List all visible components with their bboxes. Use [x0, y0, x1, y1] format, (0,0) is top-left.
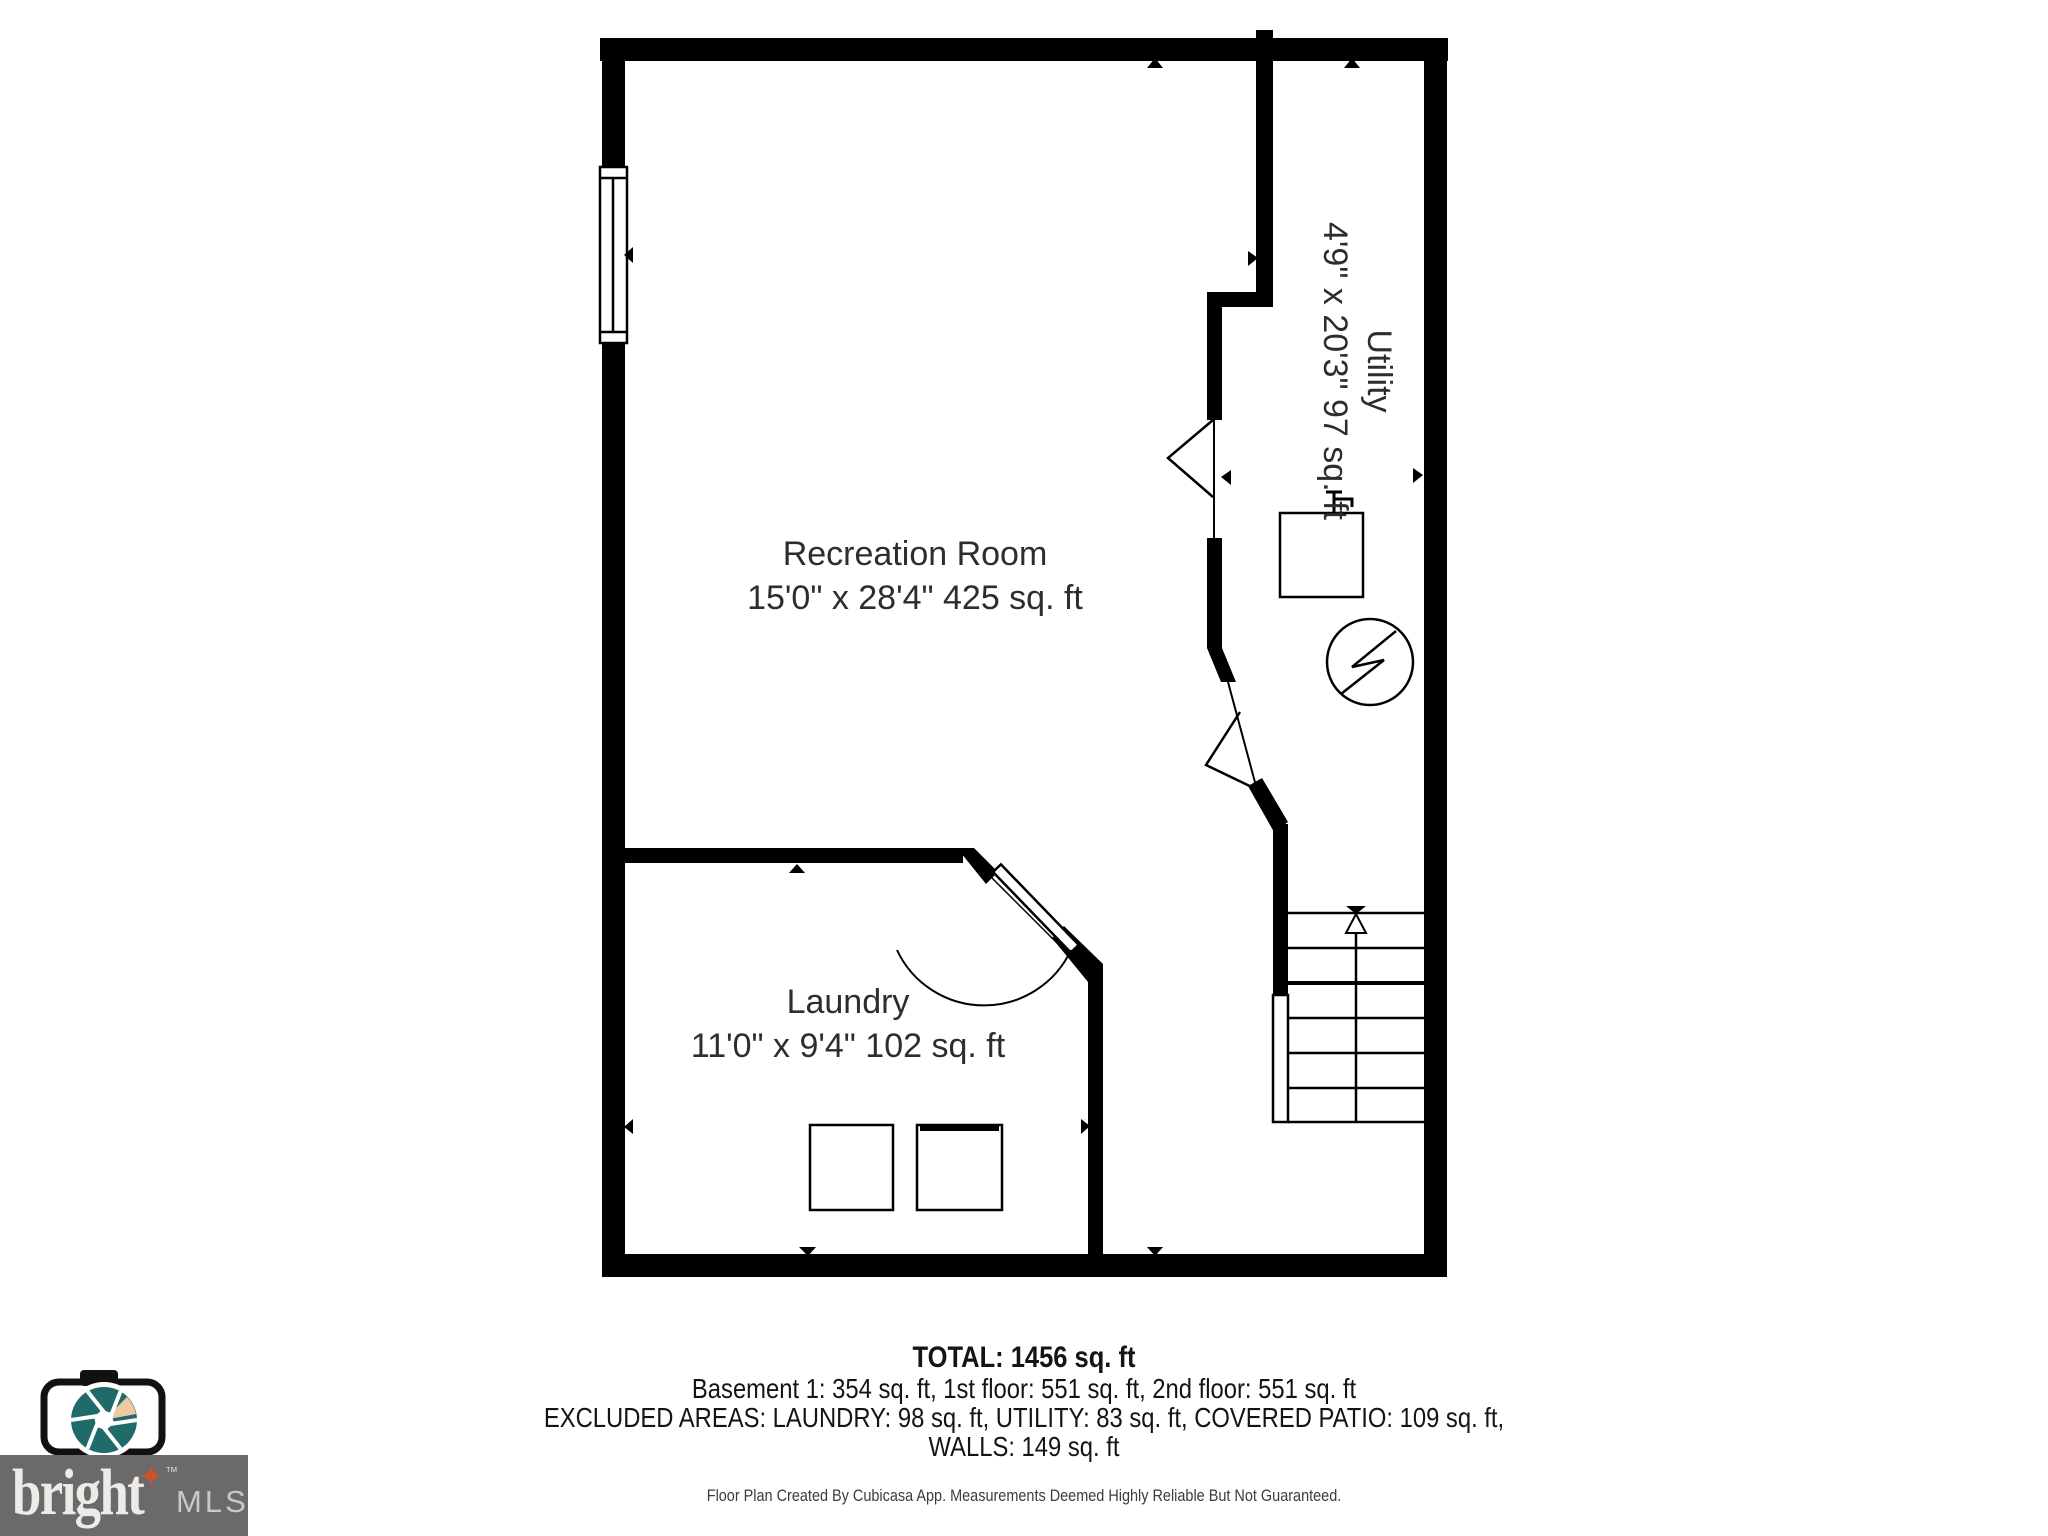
room-dimensions: 11'0" x 9'4" 102 sq. ft	[690, 1027, 1006, 1065]
top-wall	[600, 38, 1448, 61]
brand-bar	[0, 1455, 248, 1536]
brand-name: bright	[12, 1456, 144, 1529]
utility-door-2	[1206, 682, 1258, 790]
marker-left	[624, 1119, 633, 1134]
marker-left	[1221, 470, 1231, 485]
wall-markers	[624, 58, 1423, 1256]
room-name: Laundry	[786, 983, 910, 1021]
total-area: TOTAL: 1456 sq. ft	[912, 1341, 1136, 1374]
room-label-laundry	[648, 980, 1048, 1068]
disclaimer-text: Floor Plan Created By Cubicasa App. Measurements Deemed Highly Reliable But Not Guaranteed.	[706, 1486, 1342, 1505]
window-symbol	[600, 167, 627, 343]
dryer-symbol	[917, 1125, 1002, 1210]
room-label-utility	[1313, 141, 1401, 601]
room-name: Utility	[1360, 329, 1398, 413]
utility-partition-wall	[1207, 30, 1288, 995]
right-wall	[1424, 38, 1447, 1277]
room-name: Recreation Room	[782, 535, 1048, 573]
marker-right	[1413, 468, 1423, 483]
lightning-bolt-icon	[1341, 631, 1396, 694]
room-dimensions: 4'9" x 20'3" 97 sq. ft	[1316, 222, 1354, 520]
marker-up	[789, 864, 805, 873]
floor-areas: Basement 1: 354 sq. ft, 1st floor: 551 sq. ft, 2nd floor: 551 sq. ft	[691, 1373, 1357, 1404]
bottom-wall	[602, 1254, 1447, 1277]
laundry-appliances	[810, 1124, 1002, 1210]
room-dimensions: 15'0" x 28'4" 425 sq. ft	[747, 579, 1083, 617]
trademark-symbol: ™	[165, 1464, 178, 1479]
utility-door-1	[1168, 420, 1214, 538]
brand-suffix: MLS	[176, 1484, 249, 1519]
dryer-vent-strip	[920, 1124, 999, 1131]
star-icon: ✦	[138, 1459, 164, 1494]
washer-symbol	[810, 1125, 893, 1210]
room-label-recreation	[705, 532, 1125, 620]
stairs	[1273, 906, 1424, 1122]
brightmls-logo	[0, 1368, 320, 1536]
laundry-right-wall	[1088, 968, 1103, 1254]
stairs-up-arrow-open	[1346, 914, 1366, 933]
excluded-areas: EXCLUDED AREAS: LAUNDRY: 98 sq. ft, UTILITY: 83 sq. ft, COVERED PATIO: 109 sq. ft,	[543, 1402, 1505, 1433]
camera-aperture-icon	[36, 1368, 168, 1460]
excluded-areas-walls: WALLS: 149 sq. ft	[928, 1431, 1120, 1462]
laundry-top-wall	[625, 848, 963, 863]
stairs-left-wall	[1273, 824, 1288, 995]
